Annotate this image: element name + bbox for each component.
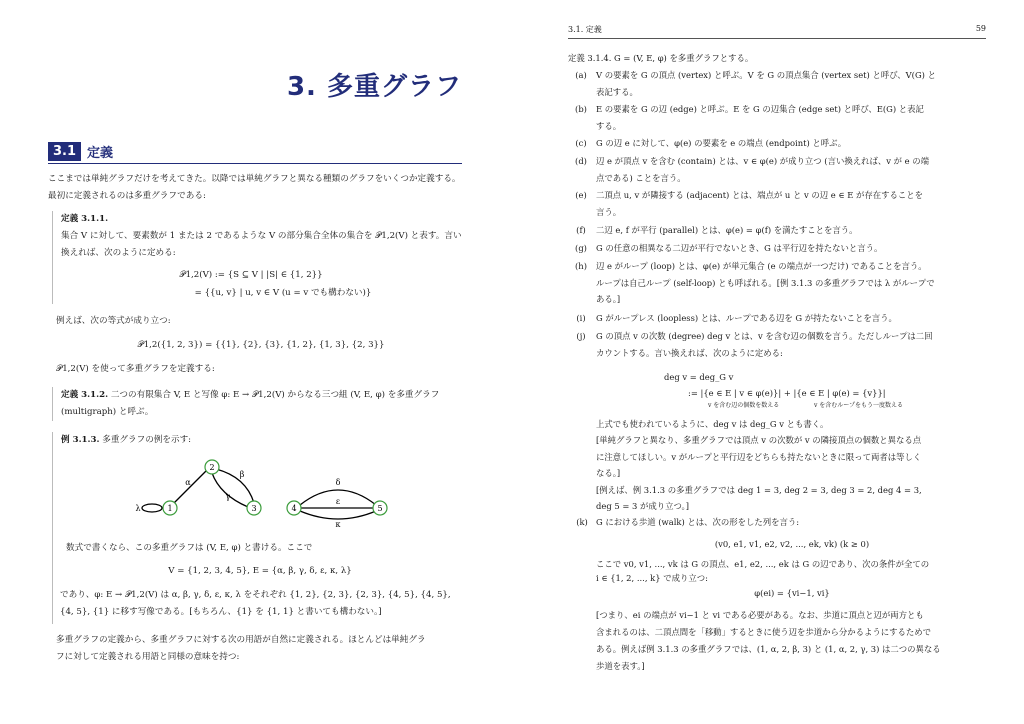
item-line: する。 [596,120,622,131]
item-body [596,67,988,100]
definition-item [568,222,988,239]
edge-beta [216,469,254,503]
closing-line-1: 多重グラフの定義から、多重グラフに対する次の用語が自然に定義される。ほとんどは単純グラ [56,635,426,645]
ex313-body: 多重グラフの例を示す: [102,435,192,445]
node-label-4: 4 [291,504,297,513]
node-label-3: 3 [251,504,257,513]
deg-equation-2: := |{e ∈ E | v ∈ φ(e)}| + |{e ∈ E | φ(e) = {v}}| [688,388,886,398]
item-line: G の辺 e に対して、φ(e) の要素を e の端点 (endpoint) と呼ぶ。 [596,138,847,148]
deg-underbrace-2: v を含むループをもう一度数える [814,402,903,409]
multigraph-figure [130,455,400,530]
item-body [596,153,988,186]
edge-lambda-loop [142,504,162,512]
item-line: 辺 e が頂点 v を含む (contain) とは、v ∈ φ(e) が成り立つ (言い換えれば、v が e の端 [596,156,930,166]
item-body [596,187,988,220]
node-label-5: 5 [377,504,383,513]
item-line: カウントする。言い換えれば、次のように定める: [596,347,783,358]
item-line: V の要素を G の頂点 (vertex) と呼ぶ。V を G の頂点集合 (vertex set) と呼び、V(G) と [596,70,936,80]
item-label: (i) [576,313,586,323]
item-label: (b) [575,104,587,114]
edge-alpha [170,467,210,507]
definition-item [568,310,988,327]
edge-label-beta: β [239,470,245,479]
section-title: 定義 [87,146,114,161]
def312-body: 二つの有限集合 V, E と写像 φ: E → 𝒫1,2(V) からなる三つ組 (V, E, φ) を多重グラフ (multigraph) と呼ぶ。 [61,390,440,417]
definition-3-1-2 [52,387,471,421]
paragraph-line: deg 5 = 3 が成り立つ。] [596,501,689,511]
example-equation: 𝒫1,2({1, 2, 3}) = {{1}, {2}, {3}, {1, 2}, {1, 3}, {2, 3}} [137,340,385,350]
item-body [596,135,988,152]
item-line: ある。] [596,294,621,304]
definition-3-1-1 [52,211,471,304]
running-head: 3.1. 定義 [568,25,602,34]
closing-line-2: フに対して定義される用語と同様の意味を持つ: [56,652,240,662]
def311-equation-2: = {{u, v} | u, v ∈ V (u = v でも構わない)} [194,288,372,298]
item-label: (j) [576,331,586,341]
definition-3-1-4: 定義 3.1.4. G = (V, E, φ) を多重グラフとする。 [568,53,754,63]
use-text: 𝒫1,2(V) を使って多重グラフを定義する: [56,364,215,374]
paragraph-line: なる。] [596,468,621,479]
item-body [596,310,988,327]
paragraph-line: ここで v0, v1, ..., vk は G の頂点、e1, e2, ..., ek は G の辺であり、次の条件が全ての [596,559,930,569]
paragraph-line: ある。例えば例 3.1.3 の多重グラフでは、(1, α, 2, β, 3) と (1, α, 2, γ, 3) は二つの異なる [596,644,941,654]
paragraph-line: に注意してほしい。v がループと平行辺をどちらも持たないときに限って両者は等しく [596,451,922,462]
item-line: 言う。 [596,206,622,217]
paragraph-line: 上式でも使われているように、deg v は deg_G v とも書く。 [596,419,829,429]
section-rule [48,163,462,164]
item-label: (h) [575,261,587,271]
edge-kappa [300,511,376,519]
paragraph-line: [例えば、例 3.1.3 の多重グラフでは deg 1 = 3, deg 2 = 3, deg 3 = 2, deg 4 = 3, [596,484,922,495]
section-number: 3.1 [48,142,81,161]
section-heading [48,142,113,161]
deg-equation-1: deg v = deg_G v [664,372,734,382]
right-page [512,0,1024,724]
item-body [596,240,988,257]
example-intro: 例えば、次の等式が成り立つ: [56,316,171,326]
item-label: (g) [575,243,587,253]
definition-item [568,67,988,100]
edge-label-delta: δ [335,478,341,487]
item-line: 二頂点 u, v が隣接する (adjacent) とは、端点が u と v の辺 e ∈ E が存在することを [596,190,924,200]
def312-title: 定義 3.1.2. [61,390,109,400]
def311-body: 集合 V に対して、要素数が 1 または 2 であるような V の部分集合全体の集合を 𝒫1,2(V) と表す。言い換えれば、次のように定める: [61,231,462,258]
item-body [596,101,988,134]
edge-label-alpha: α [185,478,191,487]
item-line: G がループレス (loopless) とは、ループである辺を G が持たないことを言う。 [596,313,897,323]
item-k-line: G における歩道 (walk) とは、次の形をした列を言う: [596,517,800,527]
definition-item [568,328,988,361]
page-number: 59 [975,24,986,33]
item-label: (d) [575,156,587,166]
item-label: (a) [575,70,587,80]
formula-intro: 数式で書くなら、この多重グラフは (V, E, φ) と書ける。ここで [66,543,313,553]
formula-tail-2: {4, 5}, {1} に移す写像である。[もちろん、{1} を {1, 1} と書いても構わない。] [60,607,382,617]
item-body [596,222,988,239]
item-line: 点である) ことを言う。 [596,172,686,183]
definition-item [568,258,988,308]
item-line: ループは自己ループ (self-loop) とも呼ばれる。[例 3.1.3 の多重グラフでは λ がループで [596,277,935,288]
node-label-1: 1 [167,504,173,513]
formula: V = {1, 2, 3, 4, 5}, E = {α, β, γ, δ, ε, κ, λ} [168,566,352,576]
item-label: (c) [575,138,587,148]
item-body [596,258,988,308]
def311-title: 定義 3.1.1. [61,214,109,224]
chapter-title: 3. 多重グラフ [286,72,462,102]
edge-label-gamma: γ [225,492,231,501]
definition-item [568,101,988,134]
paragraph-line: 含まれるのは、二頂点間を「移動」するときに使う辺を歩道から分かるようにするためで [596,627,931,637]
def311-equation-1: 𝒫1,2(V) := {S ⊆ V | |S| ∈ {1, 2}} [179,270,323,280]
walk-condition: φ(ei) = {vi−1, vi} [754,588,830,598]
item-line: E の要素を G の辺 (edge) と呼ぶ。E を G の辺集合 (edge set) と呼び、E(G) と表記 [596,104,924,114]
ex313-title: 例 3.1.3. [61,435,100,445]
edge-label-lambda: λ [135,504,141,513]
definition-item [568,135,988,152]
item-line: G の頂点 v の次数 (degree) deg v とは、v を含む辺の個数を言う。ただしループは二回 [596,331,933,341]
item-label: (f) [576,225,586,235]
intro-paragraph: ここまでは単純グラフだけを考えてきた。以降では単純グラフと異なる種類のグラフをいくつか定義する。最初に定義されるのは多重グラフである: [48,174,461,201]
definition-item [568,240,988,257]
item-label: (e) [575,190,587,200]
item-body [596,328,988,361]
definition-item [568,153,988,186]
paragraph-line: [つまり、ei の端点が vi−1 と vi である必要がある。なお、歩道に頂点と辺が両方とも [596,610,924,620]
item-k-label: (k) [576,517,588,527]
edge-label-kappa: κ [335,520,341,529]
formula-tail-1: であり、φ: E → 𝒫1,2(V) は α, β, γ, δ, ε, κ, λ をそれぞれ {1, 2}, {2, 3}, {2, 3}, {4, 5}, {4, 5}, [60,590,451,600]
definition-item [568,187,988,220]
paragraph-line: i ∈ {1, 2, ..., k} で成り立つ: [596,573,708,583]
edge-label-epsilon: ε [335,497,341,506]
paragraph-line: [単純グラフと異なり、多重グラフでは頂点 v の次数が v の隣接頂点の個数と異なる点 [596,435,922,446]
item-line: 辺 e がループ (loop) とは、φ(e) が単元集合 (e の端点が一つだけ) であることを言う。 [596,261,927,271]
paragraph-line: 歩道を表す。] [596,661,645,671]
item-line: 表記する。 [596,86,638,97]
walk-equation: (v0, e1, v1, e2, v2, ..., ek, vk) (k ≥ 0) [714,539,870,549]
item-line: G の任意の相異なる二辺が平行でないとき、G は平行辺を持たないと言う。 [596,243,883,253]
node-label-2: 2 [209,463,215,472]
header-rule [568,38,986,39]
deg-underbrace-1: v を含む辺の個数を数える [708,402,780,409]
item-line: 二辺 e, f が平行 (parallel) とは、φ(e) = φ(f) を満たすことを言う。 [596,225,858,235]
